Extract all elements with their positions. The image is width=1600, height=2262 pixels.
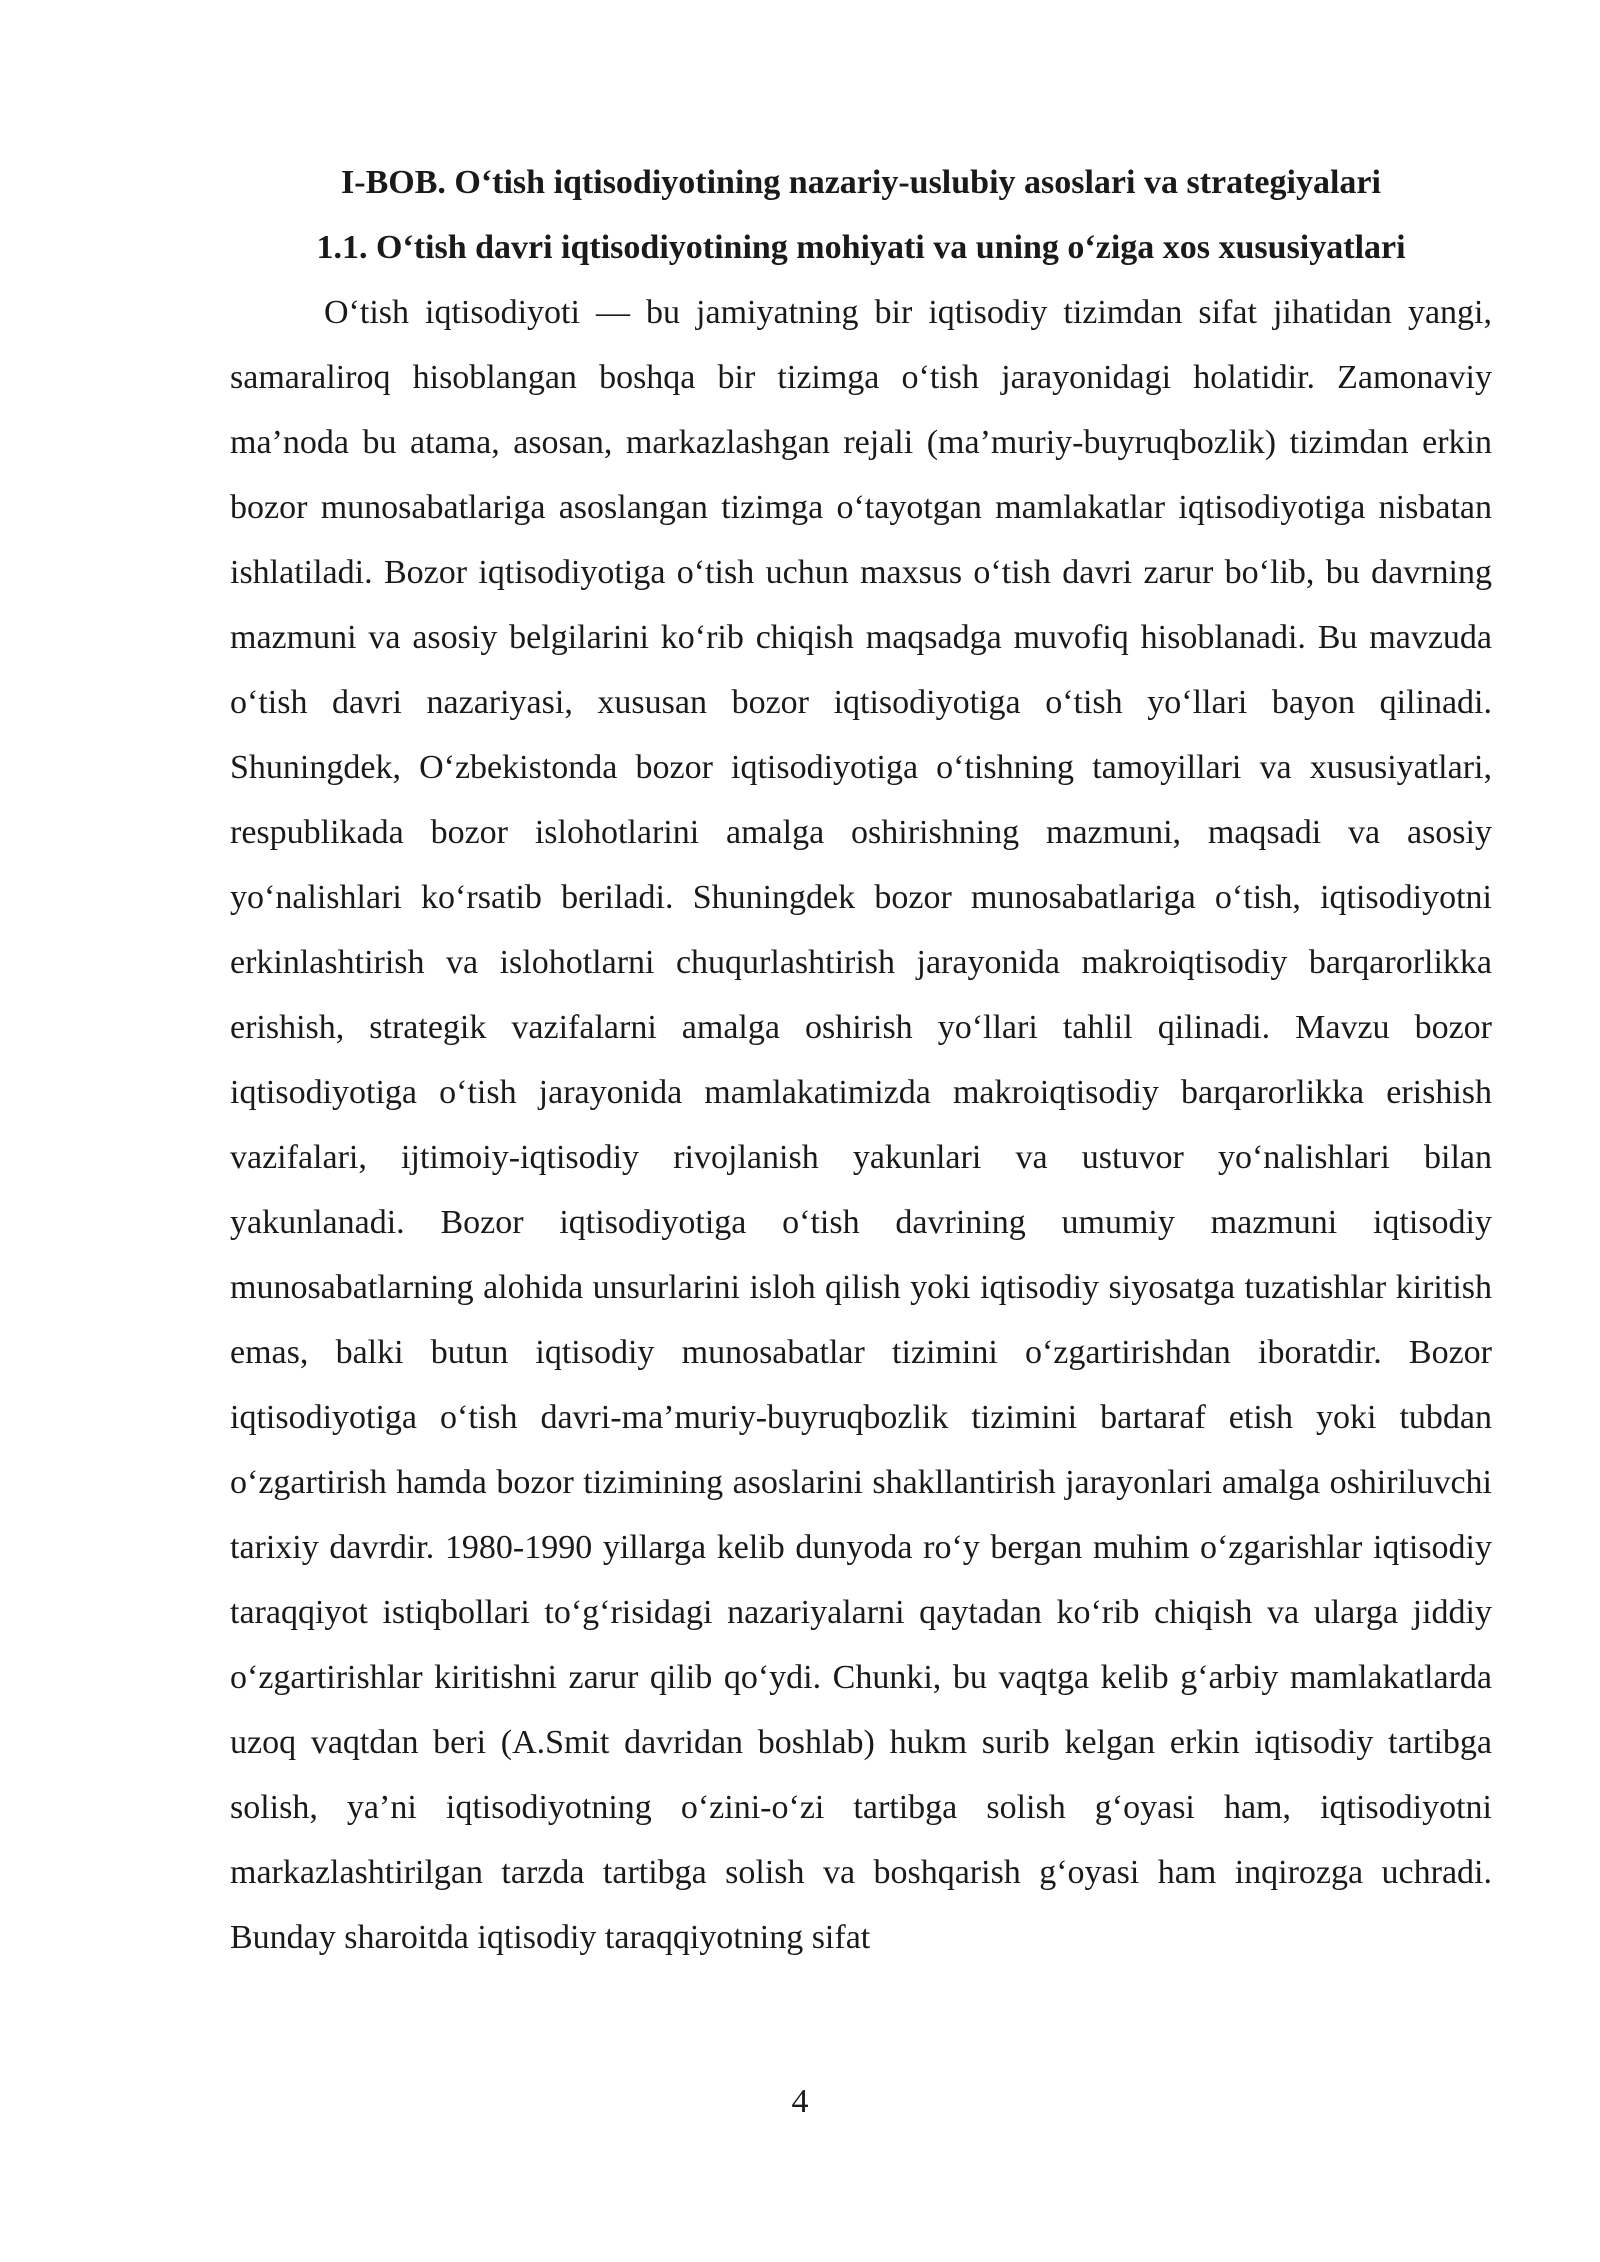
page-number: 4 [791, 2083, 809, 2120]
chapter-title: I-BOB. O‘tish iqtisodiyotining nazariy-uslubiy asoslari va strategiyalari [341, 164, 1381, 201]
body-paragraph: O‘tish iqtisodiyoti — bu jamiyatning bir iqtisodiy tizimdan sifat jihatidan yangi, samaraliroq hisoblangan boshqa bir tizimga o‘tish jarayonidagi holatidir. Zamonaviy ma’noda bu atama, asosan, markazlashgan rejali (ma’muriy-buyruqbozlik) tizimdan erkin bozor munosabatlariga asoslangan tizimga o‘tayotgan mamlakatlar iqtisodiyotiga nisbatan ishlatiladi. Bozor iqtisodiyotiga o‘tish uchun maxsus o‘tish davri zarur bo‘lib, bu davrning mazmuni va asosiy belgilarini ko‘rib chiqish maqsadga muvofiq hisoblanadi. Bu mavzuda o‘tish davri nazariyasi, xususan bozor iqtisodiyotiga o‘tish yo‘llari bayon qilinadi. Shuningdek, O‘zbekistonda bozor iqtisodiyotiga o‘tishning tamoyillari va xususiyatlari, respublikada bozor islohotlarini amalga oshirishning mazmuni, maqsadi va asosiy yo‘nalishlari ko‘rsatib beriladi. Shuningdek bozor munosabatlariga o‘tish, iqtisodiyotni erkinlashtirish va islohotlarni chuqurlashtirish jarayonida makroiqtisodiy barqarorlikka erishish, strategik vazifalarni amalga oshirish yo‘llari tahlil qilinadi. Mavzu bozor iqtisodiyotiga o‘tish jarayonida mamlakatimizda makroiqtisodiy barqarorlikka erishish vazifalari, ijtimoiy-iqtisodiy rivojlanish yakunlari va ustuvor yo‘nalishlari bilan yakunlanadi. Bozor iqtisodiyotiga o‘tish davrining umumiy mazmuni iqtisodiy munosabatlarning alohida unsurlarini isloh qilish yoki iqtisodiy siyosatga tuzatishlar kiritish emas, balki butun iqtisodiy munosabatlar tizimini o‘zgartirishdan iboratdir. Bozor iqtisodiyotiga o‘tish davri-ma’muriy-buyruqbozlik tizimini bartaraf etish yoki tubdan o‘zgartirish hamda bozor tizimining asoslarini shakllantirish jarayonlari amalga oshiriluvchi tarixiy davrdir. 1980-1990 yillarga kelib dunyoda ro‘y bergan muhim o‘zgarishlar iqtisodiy taraqqiyot istiqbollari to‘g‘risidagi nazariyalarni qaytadan ko‘rib chiqish va ularga jiddiy o‘zgartirishlar kiritishni zarur qilib qo‘ydi. Chunki, bu vaqtga kelib g‘arbiy mamlakatlarda uzoq vaqtdan beri (A.Smit davridan boshlab) hukm surib kelgan erkin iqtisodiy tartibga solish, ya’ni iqtisodiyotning o‘zini-o‘zi tartibga solish g‘oyasi ham, iqtisodiyotni markazlashtirilgan tarzda tartibga solish va boshqarish g‘oyasi ham inqirozga uchradi. Bunday sharoitda iqtisodiy taraqqiyotning sifat [230, 294, 1492, 1956]
section-title: 1.1. O‘tish davri iqtisodiyotining mohiyati va uning o‘ziga xos xususiyatlari [316, 229, 1406, 266]
page-content [230, 150, 1492, 1970]
